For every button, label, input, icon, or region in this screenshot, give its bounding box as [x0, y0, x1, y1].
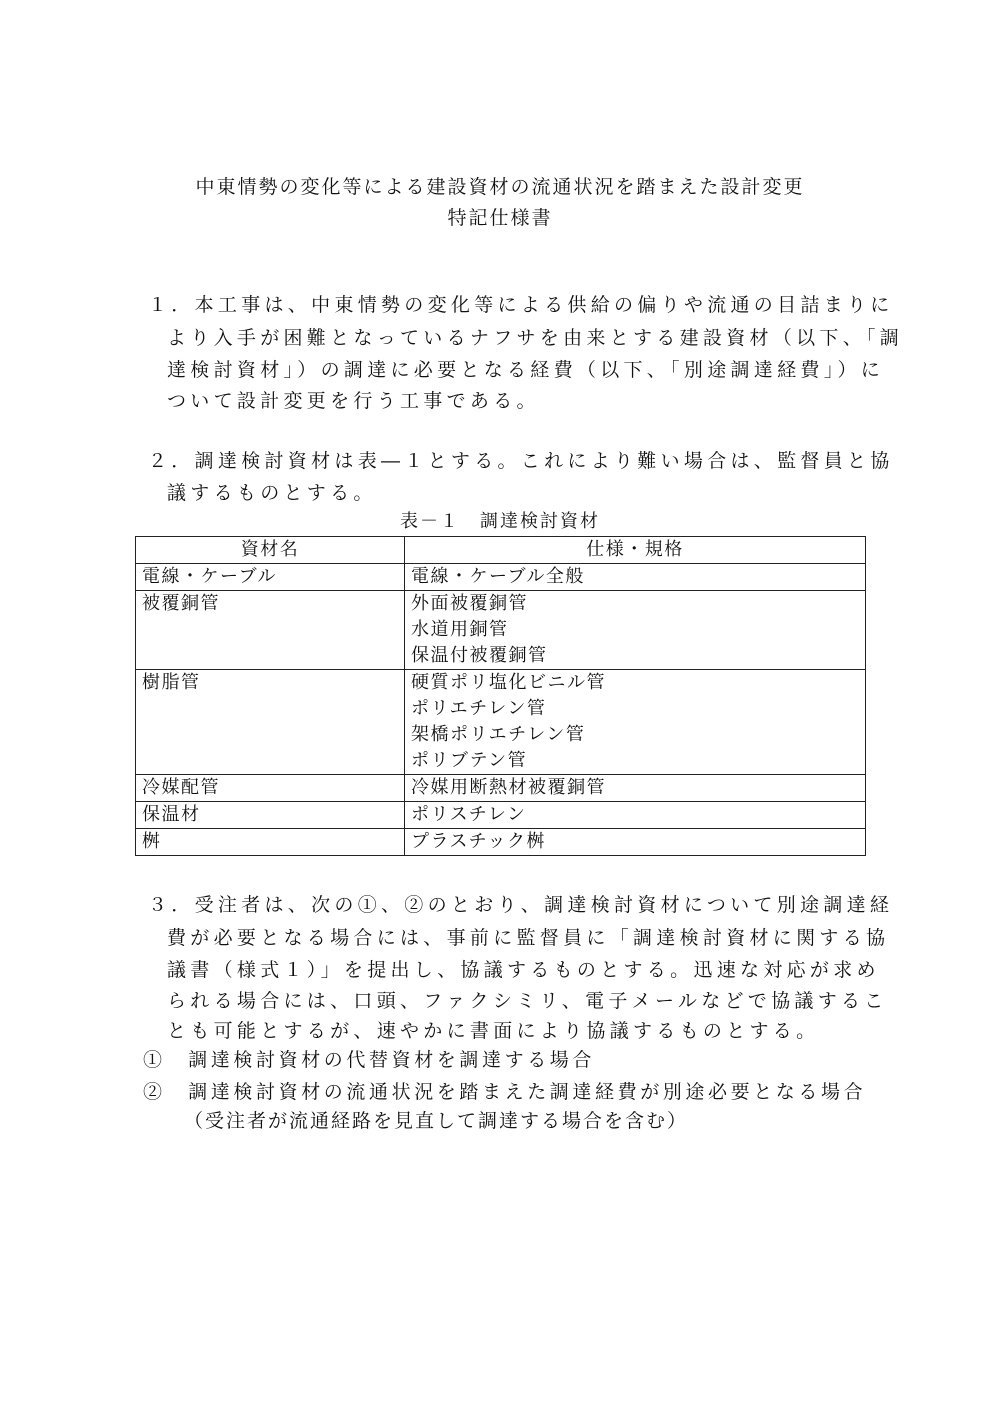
section-1-line: より入手が困難となっているナフサを由来とする建設資材（以下、「調: [167, 327, 904, 349]
materials-table: [135, 536, 866, 856]
section-3-line: ３．受注者は、次の①、②のとおり、調達検討資材について別途調達経: [148, 894, 894, 916]
spec-item: 架橋ポリエチレン管: [411, 724, 586, 745]
table-row: [136, 670, 866, 775]
title-line-2: 特記仕様書: [447, 207, 553, 229]
spec-item: ポリスチレン: [411, 804, 527, 825]
spec-cell: [405, 829, 866, 856]
section-2-line: 議するものとする。: [167, 482, 377, 504]
spec-item: ポリエチレン管: [411, 698, 547, 719]
table-row: [136, 829, 866, 856]
section-1-line: １．本工事は、中東情勢の変化等による供給の偏りや流通の目詰まりに: [148, 294, 894, 316]
spec-cell: [405, 564, 866, 591]
material-name-cell: 樹脂管: [136, 670, 405, 775]
section-3-line: とも可能とするが、速やかに書面により協議するものとする。: [167, 1020, 820, 1042]
title-line-1: 中東情勢の変化等による建設資材の流通状況を踏まえた設計変更: [195, 176, 805, 198]
spec-cell: [405, 802, 866, 829]
table-row: [136, 564, 866, 591]
section-3-line: 費が必要となる場合には、事前に監督員に「調達検討資材に関する協: [167, 927, 890, 949]
table-row: [136, 591, 866, 670]
section-1-line: 達検討資材」）の調達に必要となる経費（以下、「別途調達経費」）に: [167, 359, 885, 381]
section-2-line: ２．調達検討資材は表―１とする。これにより難い場合は、監督員と協: [148, 450, 894, 472]
section-1-line: ついて設計変更を行う工事である。: [167, 390, 540, 412]
material-name-cell: 保温材: [136, 802, 405, 829]
material-name-cell: 被覆銅管: [136, 591, 405, 670]
spec-item: ポリブテン管: [411, 750, 528, 771]
spec-item: 外面被覆銅管: [411, 593, 528, 614]
table-row: [136, 802, 866, 829]
spec-item: 電線・ケーブル全般: [411, 566, 585, 587]
section-3-line: られる場合には、口頭、ファクシミリ、電子メールなどで協議するこ: [167, 990, 888, 1012]
section-3-line: 議書（様式１）」を提出し、協議するものとする。迅速な対応が求め: [167, 959, 880, 981]
table-caption: 表－１ 調達検討資材: [400, 511, 600, 532]
spec-item: 水道用銅管: [411, 619, 509, 640]
list-item-2-note: （受注者が流通経路を見直して調達する場合を含む）: [184, 1110, 689, 1132]
material-name-cell: 電線・ケーブル: [136, 564, 405, 591]
list-item-1: ① 調達検討資材の代替資材を調達する場合: [143, 1049, 596, 1071]
spec-item: プラスチック桝: [411, 831, 547, 852]
material-name-cell: 桝: [136, 829, 405, 856]
spec-item: 保温付被覆銅管: [411, 645, 548, 666]
list-item-2: ② 調達検討資材の流通状況を踏まえた調達経費が別途必要となる場合: [143, 1081, 867, 1103]
spec-item: 硬質ポリ塩化ビニル管: [411, 672, 606, 693]
spec-cell: [405, 670, 866, 775]
table-header-row: [136, 537, 866, 564]
spec-item: 冷媒用断熱材被覆銅管: [411, 777, 606, 798]
header-material-name: 資材名: [136, 537, 405, 564]
table-row: [136, 775, 866, 802]
material-name-cell: 冷媒配管: [136, 775, 405, 802]
spec-cell: [405, 775, 866, 802]
header-spec: 仕様・規格: [405, 537, 866, 564]
spec-cell: [405, 591, 866, 670]
